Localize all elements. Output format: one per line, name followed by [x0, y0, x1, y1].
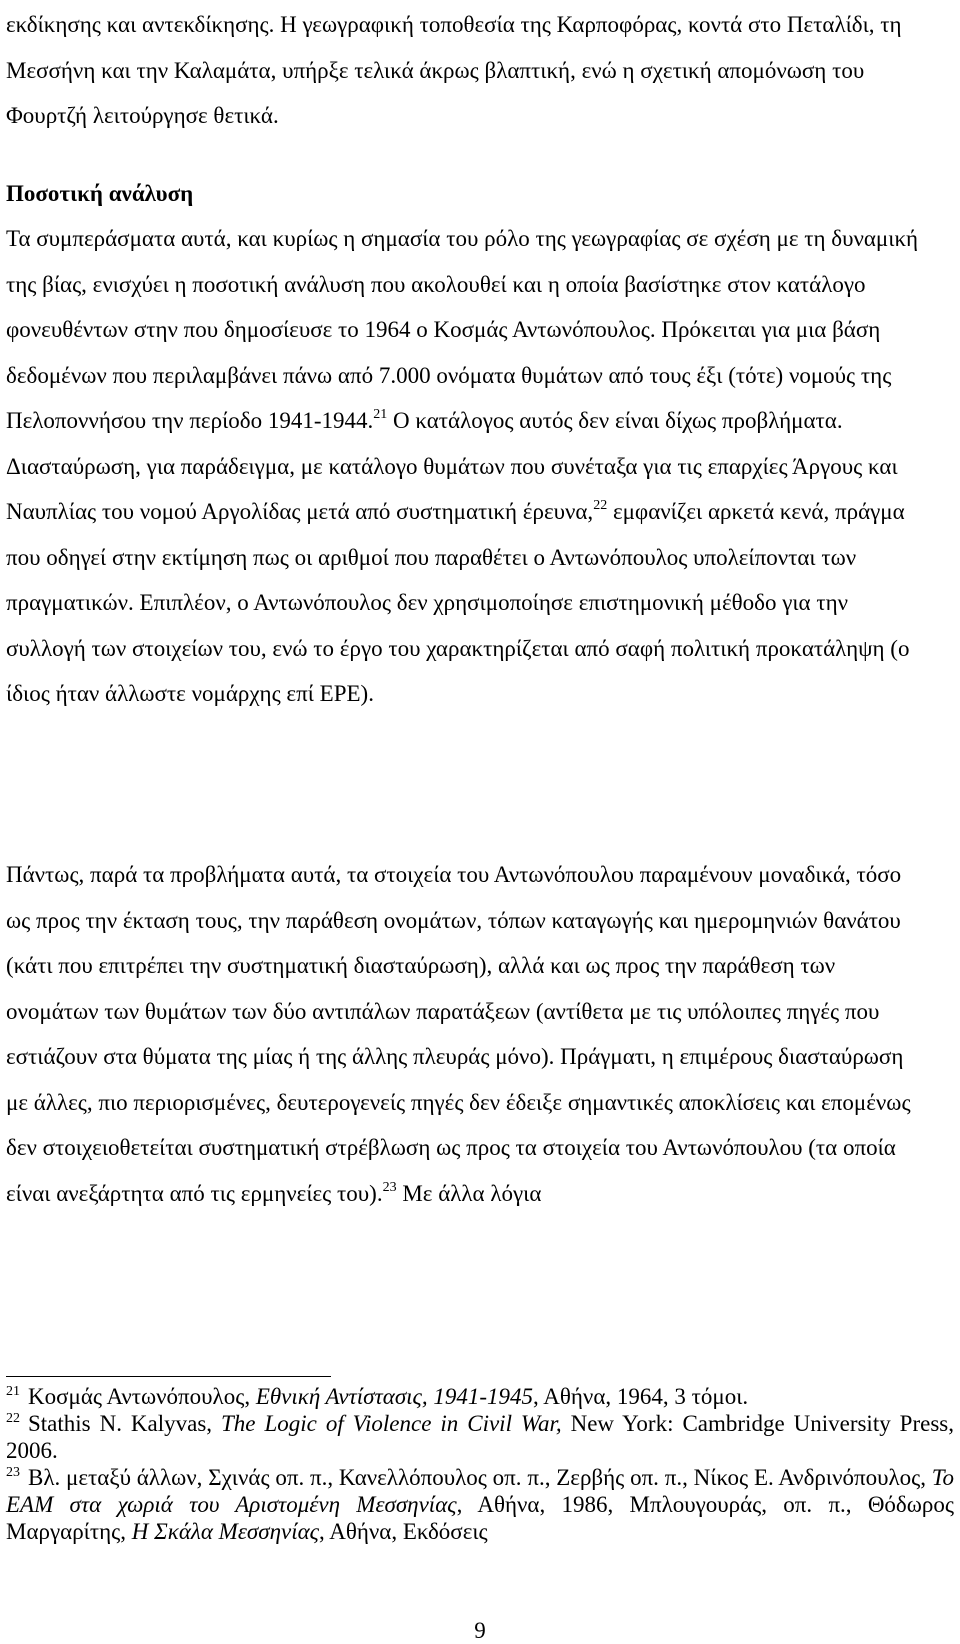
paragraph-text: Με άλλα λόγια [396, 1180, 542, 1206]
footnotes-section [6, 1376, 954, 1545]
footnote-text: , Αθήνα, 1964, 3 τόμοι. [533, 1384, 749, 1409]
footnote-text: , Αθήνα, Εκδόσεις [319, 1519, 488, 1544]
footnote-text: New York: Cambridge University Press, 2006. [6, 1411, 954, 1463]
paragraph-text: Ο κατάλογος αυτός δεν είναι δίχως προβλήματα. Διασταύρωση, για παράδειγμα, με κατάλογο θυμάτων που συνέταξα για τις επαρχίες Άργους και Ναυπλίας του νομού Αργολίδας μετά από συστηματική έρευνα, [6, 408, 898, 524]
paragraph-intro-text: εκδίκησης και αντεκδίκησης. Η γεωγραφική τοποθεσία της Καρποφόρας, κοντά στο Πεταλίδι, τη Μεσσήνη και την Καλαμάτα, υπήρξε τελικά άκρως βλαπτική, ενώ η σχετική απομόνωση του Φουρτζή λειτούργησε θετικά. [6, 12, 902, 128]
paragraph-intro [6, 2, 926, 139]
footnote-text: Stathis N. Kalyvas, [28, 1411, 221, 1436]
paragraph-text: εμφανίζει αρκετά κενά, πράγμα που οδηγεί στην εκτίμηση πως οι αριθμοί που παραθέτει ο Αντωνόπουλος υπολείπονται των πραγματικών. Επιπλέον, ο Αντωνόπουλος δεν χρησιμοποίησε επιστημονική μέθοδο για την συλλογή των στοιχείων του, ενώ το έργο του χαρακτηρίζεται από σαφή πολιτική προκατάληψη (ο ίδιος ήταν άλλωστε νομάρχης επί ΕΡΕ). [6, 499, 910, 706]
section-heading: Ποσοτική ανάλυση [6, 181, 194, 206]
footnote-title: Η Σκάλα Μεσσηνίας [131, 1519, 319, 1544]
footnote-number: 22 [6, 1411, 20, 1426]
page-number: 9 [474, 1618, 486, 1643]
footnote-21 [6, 1383, 954, 1410]
footnote-22 [6, 1410, 954, 1464]
footnote-text: Βλ. μεταξύ άλλων, Σχινάς οπ. π., Κανελλόπουλος οπ. π., Ζερβής οπ. π., Νίκος Ε. Ανδρινόπουλος, [28, 1465, 932, 1490]
paragraph-however [6, 852, 926, 1216]
paragraph-text: Πάντως, παρά τα προβλήματα αυτά, τα στοιχεία του Αντωνόπουλου παραμένουν μοναδικά, τόσο ως προς την έκταση τους, την παράθεση ονομάτων, τόπων καταγωγής και ημερομηνιών θανάτου (κάτι που επιτρέπει την συστηματική διασταύρωση), αλλά και ως προς την παράθεση των ονομάτων των θυμάτων των δύο αντιπάλων παρατάξεων (αντίθετα με τις υπόλοιπες πηγές που εστιάζουν στα θύματα της μίας ή της άλλης πλευράς μόνο). Πράγματι, η επιμέρους διασταύρωση με άλλες, πιο περιορισμένες, δευτερογενείς πηγές δεν έδειξε σημαντικές αποκλίσεις και επομένως δεν στοιχειοθετείται συστηματική στρέβλωση ως προς τα στοιχεία του Αντωνόπουλου (τα οποία είναι ανεξάρτητα από τις ερμηνείες του). [6, 862, 911, 1206]
footnote-ref-21[interactable]: 21 [373, 407, 388, 422]
footnote-title: The Logic of Violence in Civil War, [221, 1411, 562, 1436]
footnote-text: Κοσμάς Αντωνόπουλος, [28, 1384, 256, 1409]
paragraph-text: Τα συμπεράσματα αυτά, και κυρίως η σημασία του ρόλο της γεωγραφίας σε σχέση με τη δυναμική της βίας, ενισχύει η ποσοτική ανάλυση που ακολουθεί και η οποία βασίστηκε στον κατάλογο φονευθέντων στην που δημοσίευσε το 1964 ο Κοσμάς Αντωνόπουλος. Πρόκειται για μια βάση δεδομένων που περιλαμβάνει πάνω από 7.000 ονόματα θυμάτων από τους έξι (τότε) νομούς της Πελοποννήσου την περίοδο 1941-1944. [6, 226, 919, 433]
footnote-number: 21 [6, 1384, 20, 1399]
paragraph-quantitative [6, 216, 926, 717]
footnote-23 [6, 1464, 954, 1545]
footnote-title: Εθνική Αντίστασις, 1941-1945 [255, 1384, 534, 1409]
footnote-separator [6, 1376, 331, 1377]
footnote-number: 23 [6, 1465, 20, 1480]
footnote-text: , Αθήνα, 1986, Μπλουγουράς, οπ. π., Θόδωρος Μαργαρίτης, [6, 1492, 954, 1544]
footnote-title: Το ΕΑΜ στα χωριά του Αριστομένη Μεσσηνίας [6, 1465, 954, 1517]
footnote-ref-23[interactable]: 23 [382, 1179, 397, 1195]
footnote-ref-22[interactable]: 22 [593, 498, 608, 513]
